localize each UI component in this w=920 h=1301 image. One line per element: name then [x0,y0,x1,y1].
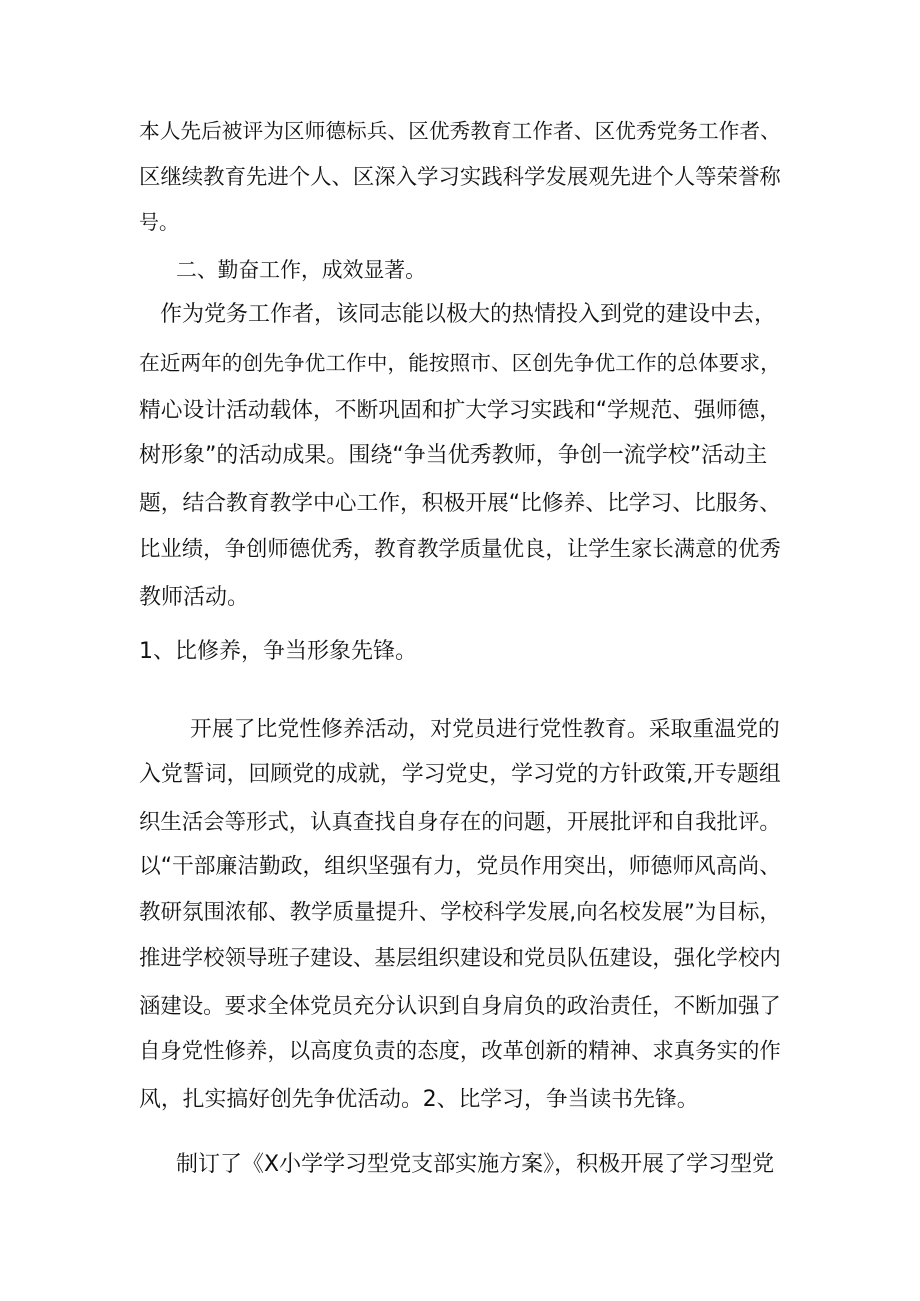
text-line: 比业绩，争创师德优秀，教育教学质量优良，让学生家长满意的优秀 [139,537,781,562]
text-line: 推进学校领导班子建设、基层组织建设和党员队伍建设，强化学校内 [139,946,781,971]
section-heading: 二、勤奋工作，成效显著。 [176,258,426,282]
text-line: 织生活会等形式，认真查找自身存在的问题，开展批评和自我批评。 [139,810,781,835]
text-line: 教研氛围浓郁、教学质量提升、学校科学发展,向名校发展”为目标， [139,900,781,925]
text-line: 开展了比党性修养活动，对党员进行党性教育。采取重温党的 [190,717,780,742]
text-line: 作为党务工作者，该同志能以极大的热情投入到党的建设中去， [160,302,777,327]
text-line: 本人先后被评为区师德标兵、区优秀教育工作者、区优秀党务工作者、 [139,119,781,143]
text-line: 在近两年的创先争优工作中，能按照市、区创先争优工作的总体要求， [139,351,781,375]
text-line: 以“干部廉洁勤政，组织坚强有力，党员作用突出，师德师风高尚、 [139,854,782,879]
text-line: 区继续教育先进个人、区深入学习实践科学发展观先进个人等荣誉称 [139,165,781,190]
text-line: 自身党性修养，以高度负责的态度，改革创新的精神、求真务实的作 [139,1039,781,1064]
text-line: 风，扎实搞好创先争优活动。2、比学习，争当读书先锋。 [139,1087,699,1112]
subsection-heading: 1、比修养，争当形象先锋。 [139,639,417,664]
text-line: 入党誓词，回顾党的成就，学习党史，学习党的方针政策,开专题组 [139,762,781,787]
text-line: 制订了《X小学学习型党支部实施方案》，积极开展了学习型党 [176,1152,775,1177]
text-line: 树形象”的活动成果。围绕“争当优秀教师，争创一流学校”活动主 [139,443,768,468]
text-line: 教师活动。 [139,585,250,610]
text-line: 号。 [139,210,179,234]
text-line: 精心设计活动载体，不断巩固和扩大学习实践和“学规范、强师德， [139,398,782,423]
text-line: 涵建设。要求全体党员充分认识到自身肩负的政治责任，不断加强了 [139,994,781,1019]
text-line: 题，结合教育教学中心工作，积极开展“比修养、比学习、比服务、 [139,491,782,516]
